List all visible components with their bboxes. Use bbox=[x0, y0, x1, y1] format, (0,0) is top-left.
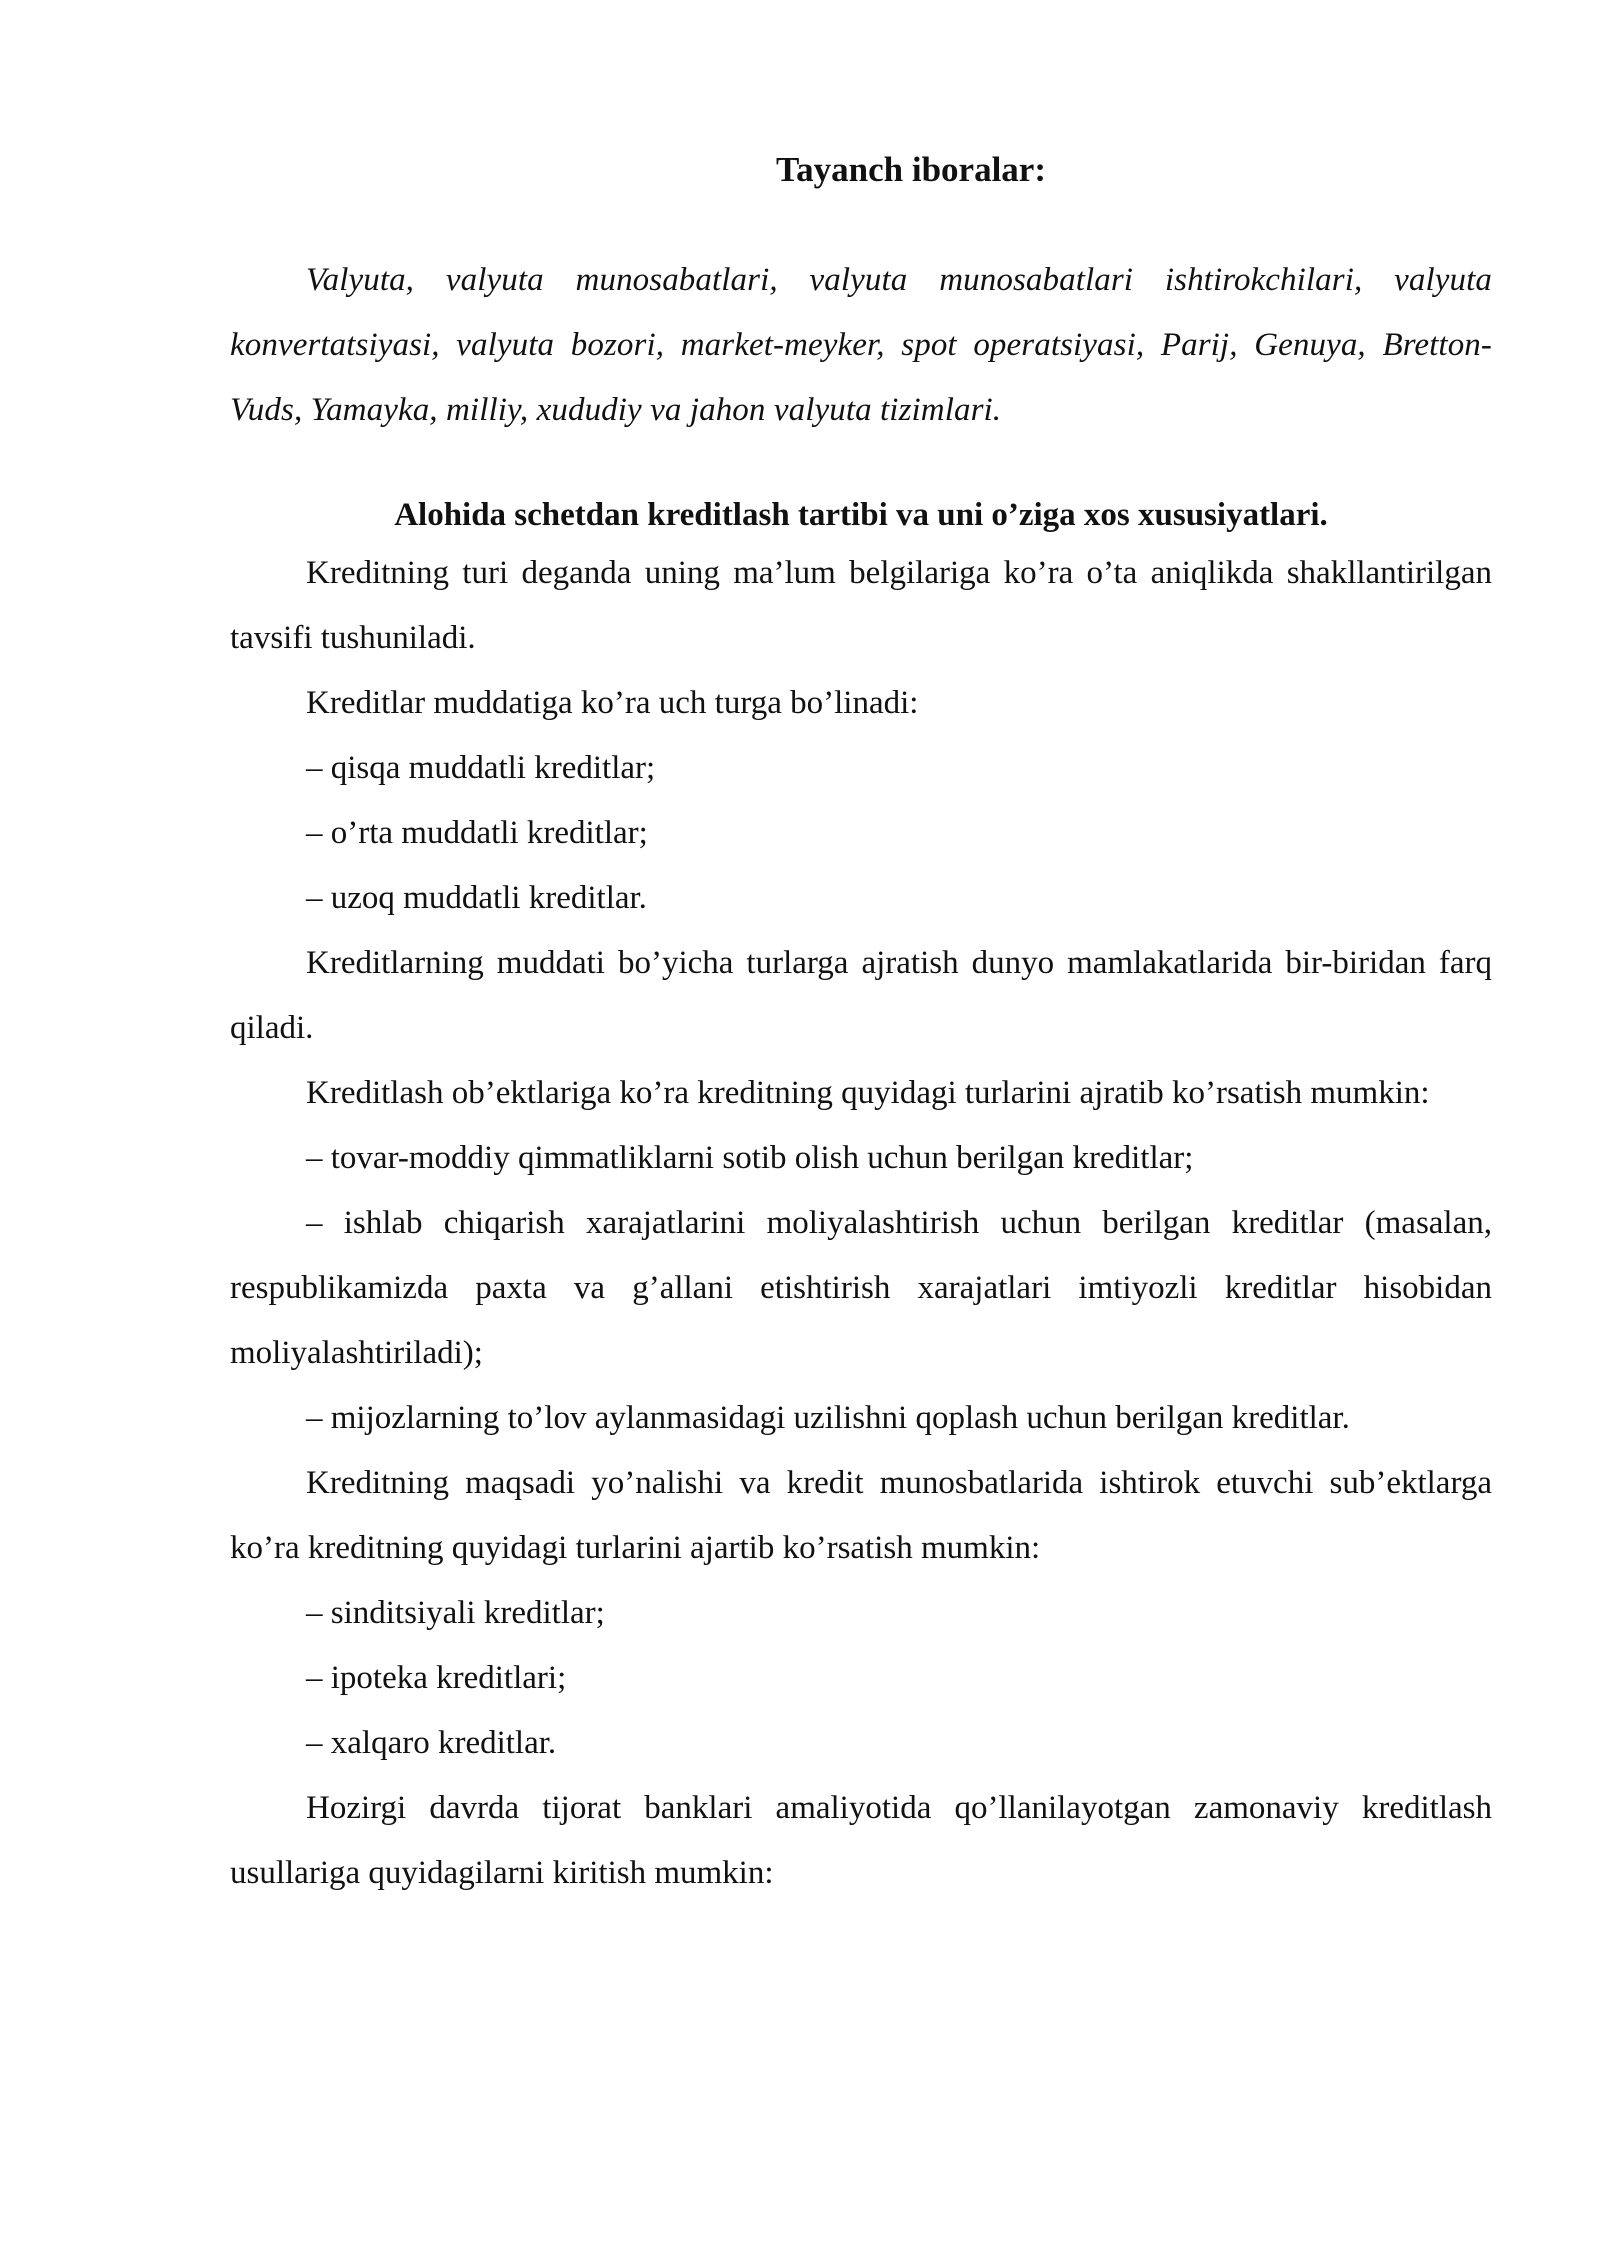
list-item-short-term: – qisqa muddatli kreditlar; bbox=[306, 750, 656, 786]
paragraph-modern-methods-intro: Hozirgi davrda tijorat banklari amaliyotida qo’llanilayotgan zamonaviy kreditlash usullariga quyidagilarni kiritish mumkin: bbox=[230, 1790, 1492, 1891]
list-item-long-term: – uzoq muddatli kreditlar. bbox=[306, 880, 647, 916]
section-heading: Alohida schetdan kreditlash tartibi va uni o’ziga xos xususiyatlari. bbox=[394, 497, 1328, 533]
list-item-syndicated-credits: – sinditsiyali kreditlar; bbox=[306, 1595, 605, 1631]
list-item-production-credits: – ishlab chiqarish xarajatlarini moliyalashtirish uchun berilgan kreditlar (masalan, respublikamizda paxta va g’allani etishtirish xarajatlari imtiyozli kreditlar hisobidan moliyalashtiriladi); bbox=[230, 1205, 1492, 1371]
paragraph-term-differences: Kreditlarning muddati bo’yicha turlarga ajratish dunyo mamlakatlarida bir-biridan farq qiladi. bbox=[230, 945, 1492, 1046]
paragraph-credit-purpose-intro: Kreditning maqsadi yo’nalishi va kredit munosbatlarida ishtirok etuvchi sub’ektlarga ko’ra kreditning quyidagi turlarini ajartib ko’rsatish mumkin: bbox=[230, 1465, 1492, 1566]
keywords-paragraph: Valyuta, valyuta munosabatlari, valyuta munosabatlari ishtirokchilari, valyuta konvertatsiyasi, valyuta bozori, market-meyker, spot operatsiyasi, Parij, Genuya, Bretton-Vuds, Yamayka, milliy, xududiy va jahon valyuta tizimlari. bbox=[230, 262, 1492, 428]
list-item-international-credits: – xalqaro kreditlar. bbox=[306, 1725, 557, 1761]
list-item-medium-term: – o’rta muddatli kreditlar; bbox=[306, 815, 648, 851]
document-page bbox=[230, 150, 1492, 1906]
list-item-mortgage-credits: – ipoteka kreditlari; bbox=[306, 1660, 567, 1696]
paragraph-credit-type-definition: Kreditning turi deganda uning ma’lum belgilariga ko’ra o’ta aniqlikda shakllantirilgan tavsifi tushuniladi. bbox=[230, 555, 1492, 656]
paragraph-credit-term-intro: Kreditlar muddatiga ko’ra uch turga bo’linadi: bbox=[306, 685, 919, 721]
paragraph-credit-objects-intro: Kreditlash ob’ektlariga ko’ra kreditning quyidagi turlarini ajratib ko’rsatish mumkin: bbox=[306, 1075, 1430, 1111]
page-title: Tayanch iboralar: bbox=[776, 150, 1046, 189]
list-item-payment-gap-credits: – mijozlarning to’lov aylanmasidagi uzilishni qoplash uchun berilgan kreditlar. bbox=[306, 1400, 1350, 1436]
list-item-goods-credits: – tovar-moddiy qimmatliklarni sotib olish uchun berilgan kreditlar; bbox=[306, 1140, 1194, 1176]
